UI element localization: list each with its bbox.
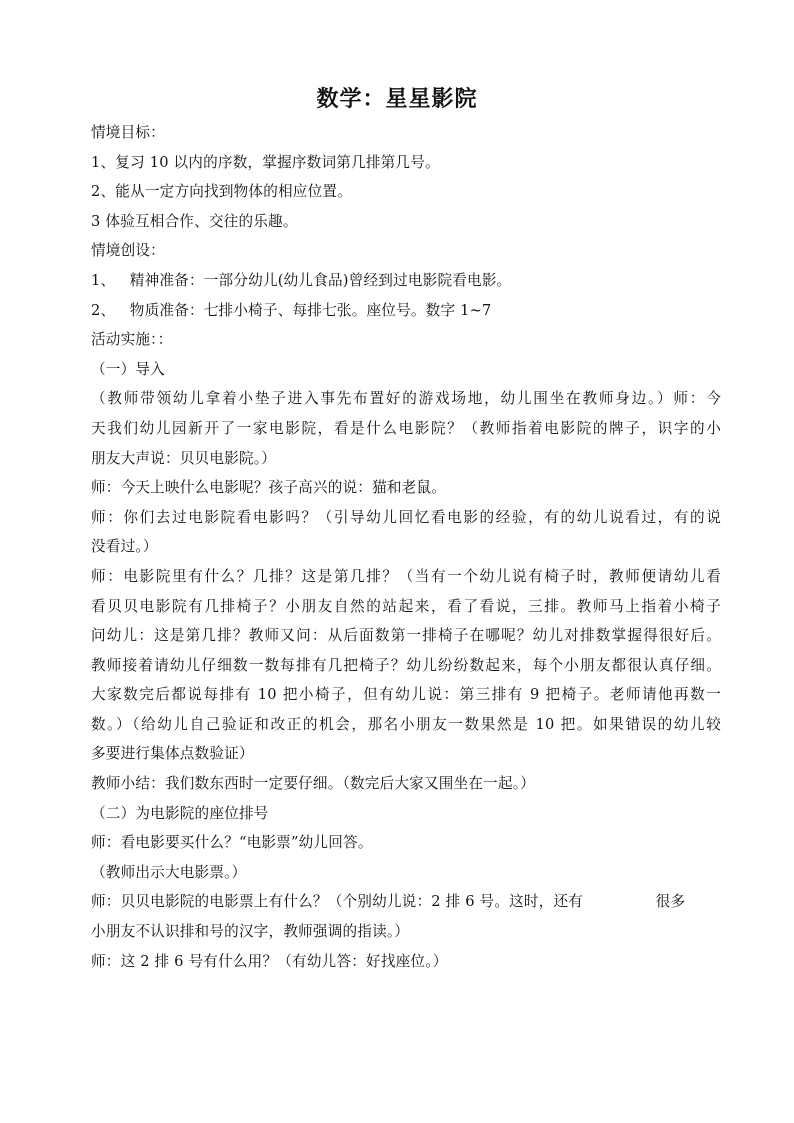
- goal-item-3: 3 体验互相合作、交往的乐趣。: [91, 212, 298, 230]
- paragraph-line: 朋友大声说：贝贝电影院。）: [91, 449, 277, 467]
- paragraph-line: 师：贝贝电影院的电影票上有什么？（个别幼儿说：2 排 6 号。这时，还有 很多: [91, 893, 686, 911]
- goal-item-1: 1、复习 10 以内的序数，掌握序数词第几排第几号。: [91, 153, 440, 171]
- setup-item-1: 1、 精神准备：一部分幼儿(幼儿食品)曾经到过电影院看电影。: [91, 271, 512, 289]
- setup-item-2: 2、 物质准备：七排小椅子、每排七张。座位号。数字 1~7: [91, 301, 492, 319]
- document-body: [91, 118, 721, 976]
- paragraph-line: 数。）（给幼儿自己验证和改正的机会，那名小朋友一数果然是 10 把。如果错误的幼儿较: [91, 715, 721, 733]
- section-heading-goals: 情境目标：: [91, 124, 165, 141]
- paragraph-line: 天我们幼儿园新开了一家电影院，看是什么电影院？（教师指着电影院的牌子，识字的小: [91, 419, 721, 437]
- paragraph-line: 师：今天上映什么电影呢？孩子高兴的说：猫和老鼠。: [91, 479, 447, 497]
- subsection-heading-seat-numbers: （二）为电影院的座位排号: [91, 804, 269, 822]
- paragraph-line: 小朋友不认识排和号的汉字，教师强调的指读。）: [91, 923, 410, 941]
- paragraph-line: 师：电影院里有什么？几排？这是第几排？（当有一个幼儿说有椅子时，教师便请幼儿看: [91, 567, 721, 585]
- paragraph-line: 问幼儿：这是第几排？教师又问：从后面数第一排椅子在哪呢？幼儿对排数掌握得很好后。: [91, 627, 721, 645]
- page-title: 数学：星星影院: [316, 86, 478, 112]
- paragraph-line: 师：看电影要买什么？“电影票”幼儿回答。: [91, 834, 373, 852]
- paragraph-line: 大家数完后都说每排有 10 把小椅子，但有幼儿说：第三排有 9 把椅子。老师请他再数一: [91, 686, 721, 704]
- paragraph-line: 师：这 2 排 6 号有什么用？（有幼儿答：好找座位。）: [91, 952, 448, 970]
- paragraph-line: （教师出示大电影票。）: [91, 863, 247, 881]
- paragraph-line: （教师带领幼儿拿着小垫子进入事先布置好的游戏场地，幼儿围坐在教师身边。）师：今: [91, 390, 721, 408]
- goal-item-2: 2、能从一定方向找到物体的相应位置。: [91, 183, 352, 201]
- section-heading-setup: 情境创设：: [91, 242, 165, 260]
- paragraph-line: 没看过。）: [91, 538, 158, 556]
- subsection-heading-intro: （一）导入: [91, 360, 165, 378]
- paragraph-line: 多要进行集体点数验证）: [91, 745, 254, 763]
- paragraph-line: 看贝贝电影院有几排椅子？小朋友自然的站起来，看了看说，三排。教师马上指着小椅子: [91, 597, 721, 615]
- paragraph-line: 教师小结：我们数东西时一定要仔细。（数完后大家又围坐在一起。）: [91, 775, 536, 793]
- paragraph-line: 师：你们去过电影院看电影吗？（引导幼儿回忆看电影的经验，有的幼儿说看过，有的说: [91, 508, 721, 526]
- section-heading-activity: 活动实施：：: [91, 331, 173, 349]
- paragraph-line: 教师接着请幼儿仔细数一数每排有几把椅子？幼儿纷纷数起来，每个小朋友都很认真仔细。: [91, 656, 721, 674]
